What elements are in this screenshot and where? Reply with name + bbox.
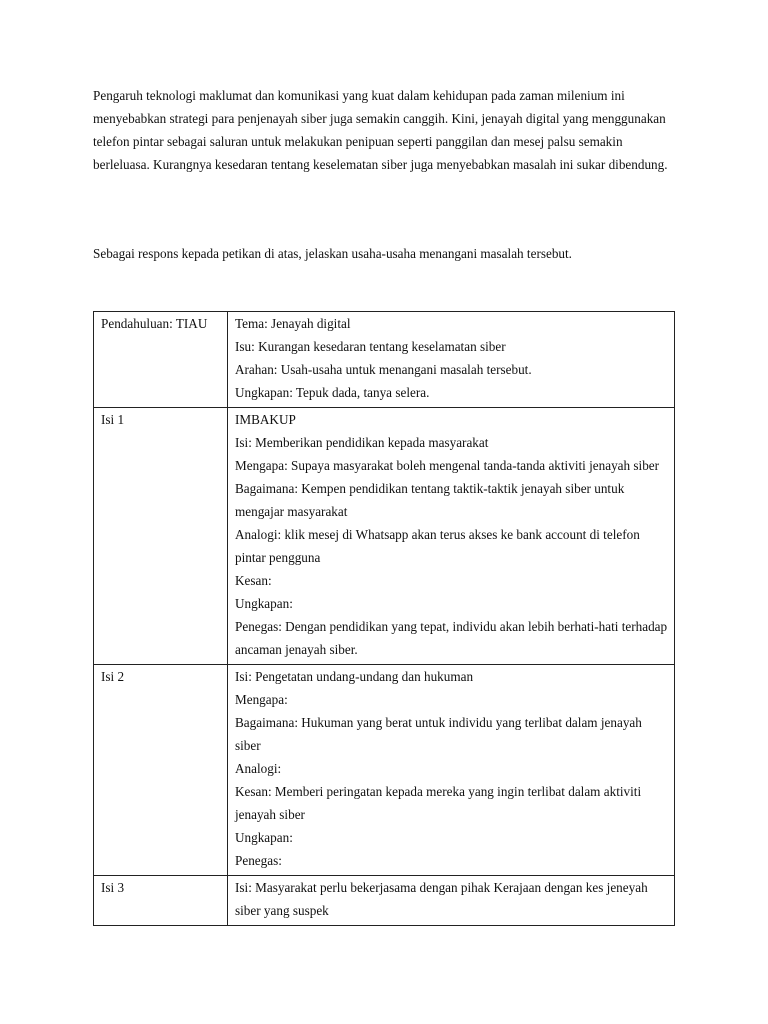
row-label: Isi 2 (94, 665, 228, 876)
row-content (228, 876, 675, 926)
content-line: Bagaimana: Kempen pendidikan tentang taktik-taktik jenayah siber untuk mengajar masyarakat (235, 481, 625, 519)
table-row-isi-1 (94, 408, 675, 665)
row-content (228, 665, 675, 876)
question-prompt: Sebagai respons kepada petikan di atas, jelaskan usaha-usaha menangani masalah tersebut. (93, 246, 572, 261)
content-line: Kesan: Memberi peringatan kepada mereka yang ingin terlibat dalam aktiviti jenayah siber (235, 784, 642, 822)
content-line: Analogi: klik mesej di Whatsapp akan terus akses ke bank account di telefon pintar pengguna (235, 527, 640, 565)
row-content (228, 312, 675, 408)
table-row-isi-3 (94, 876, 675, 926)
content-line: Mengapa: Supaya masyarakat boleh mengenal tanda-tanda aktiviti jenayah siber (235, 458, 660, 473)
content-line: Isi: Memberikan pendidikan kepada masyarakat (235, 435, 489, 450)
row-content (228, 408, 675, 665)
row-label: Isi 3 (94, 876, 228, 926)
content-line: Ungkapan: (235, 596, 293, 611)
row-label: Pendahuluan: TIAU (94, 312, 228, 408)
content-line: Penegas: (235, 853, 282, 868)
content-line: Analogi: (235, 761, 282, 776)
content-line: Mengapa: (235, 692, 288, 707)
content-line: Kesan: (235, 573, 272, 588)
content-line: Ungkapan: Tepuk dada, tanya selera. (235, 385, 430, 400)
content-line: Tema: Jenayah digital (235, 316, 351, 331)
content-line: Arahan: Usah-usaha untuk menangani masalah tersebut. (235, 362, 532, 377)
table-row-pendahuluan (94, 312, 675, 408)
row-label: Isi 1 (94, 408, 228, 665)
content-line: Penegas: Dengan pendidikan yang tepat, individu akan lebih berhati-hati terhadap ancaman jenayah siber. (235, 619, 668, 657)
content-line: Isu: Kurangan kesedaran tentang keselamatan siber (235, 339, 506, 354)
passage-paragraph: Pengaruh teknologi maklumat dan komunikasi yang kuat dalam kehidupan pada zaman milenium ini menyebabkan strategi para penjenayah siber juga semakin canggih. Kini, jenayah digital yang menggunakan telefon pintar sebagai saluran untuk melakukan penipuan seperti panggilan dan mesej palsu semakin berleluasa. Kurangnya kesedaran tentang keselematan siber juga menyebabkan masalah ini sukar dibendung. (93, 88, 668, 172)
content-line: Isi: Masyarakat perlu bekerjasama dengan pihak Kerajaan dengan kes jeneyah siber yang suspek (235, 880, 648, 918)
content-line: Bagaimana: Hukuman yang berat untuk individu yang terlibat dalam jenayah siber (235, 715, 642, 753)
content-line: Ungkapan: (235, 830, 293, 845)
table-row-isi-2 (94, 665, 675, 876)
content-line: Isi: Pengetatan undang-undang dan hukuman (235, 669, 474, 684)
content-line: IMBAKUP (235, 412, 296, 427)
essay-outline-table (93, 311, 675, 926)
